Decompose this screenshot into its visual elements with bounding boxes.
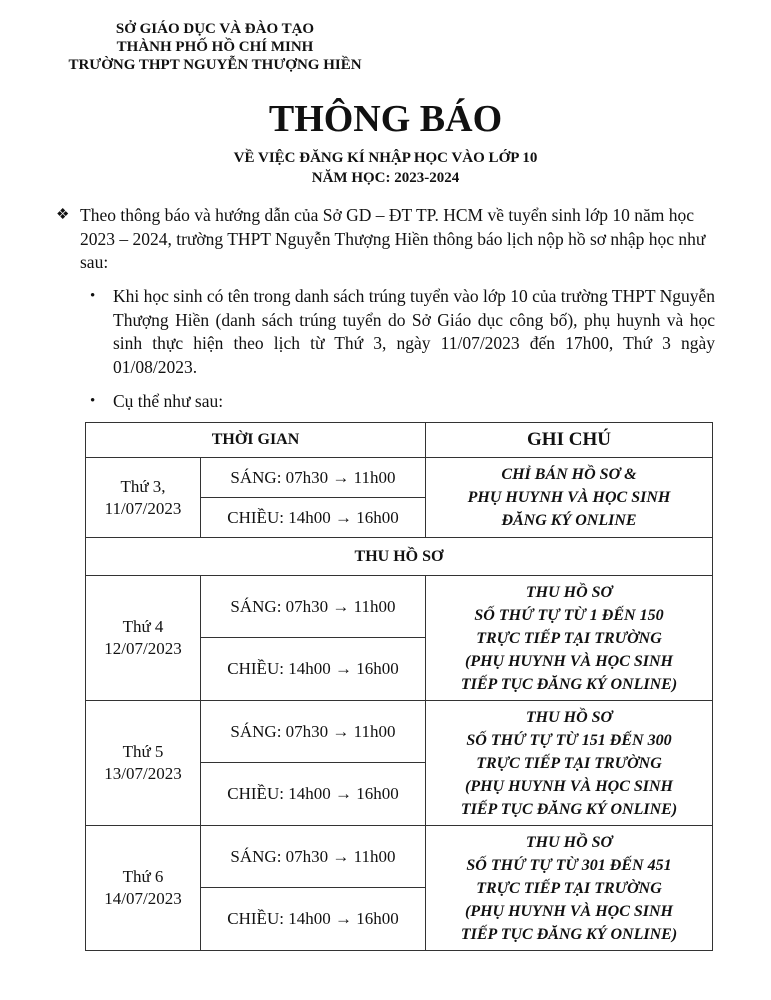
- morning-slot: SÁNG: 07h30 → 11h00: [201, 826, 426, 888]
- note-line: TIẾP TỤC ĐĂNG KÝ ONLINE): [460, 925, 678, 943]
- day-cell: [86, 826, 201, 951]
- day-date: 13/07/2023: [104, 764, 182, 783]
- org-line-department: SỞ GIÁO DỤC VÀ ĐÀO TẠO: [115, 21, 315, 37]
- note-line: PHỤ HUYNH VÀ HỌC SINH: [467, 489, 671, 506]
- note-line: THU HỒ SƠ: [525, 833, 613, 851]
- intro-paragraph: [56, 204, 720, 275]
- note-cell: [426, 826, 713, 951]
- org-line-school: TRƯỜNG THPT NGUYỄN THƯỢNG HIỀN: [68, 57, 362, 73]
- note-line: (PHỤ HUYNH VÀ HỌC SINH: [464, 652, 673, 670]
- section-row: [86, 538, 713, 576]
- note-line: SỐ THỨ TỰ TỪ 1 ĐẾN 150: [474, 606, 664, 624]
- note-line: ĐĂNG KÝ ONLINE: [501, 512, 637, 529]
- column-header-time: THỜI GIAN: [86, 423, 426, 458]
- afternoon-slot: CHIỀU: 14h00 → 16h00: [201, 638, 426, 701]
- day-name: Thứ 5: [122, 742, 164, 761]
- table-row: [86, 576, 713, 638]
- day-name: Thứ 4: [122, 617, 164, 636]
- note-line: TIẾP TỤC ĐĂNG KÝ ONLINE): [460, 675, 678, 693]
- note-line: TIẾP TỤC ĐĂNG KÝ ONLINE): [460, 800, 678, 818]
- note-line: THU HỒ SƠ: [525, 583, 613, 601]
- note-line: SỐ THỨ TỰ TỪ 151 ĐẾN 300: [466, 731, 672, 749]
- note-cell: [426, 701, 713, 826]
- day-cell: [86, 701, 201, 826]
- day-date: 14/07/2023: [104, 889, 182, 908]
- point-eligibility-text: Khi học sinh có tên trong danh sách trúng tuyển vào lớp 10 của trường THPT Nguyễn Thượng Hiền (danh sách trúng tuyển do Sở Giáo dục công bố), phụ huynh và học sinh thực hiện theo lịch từ Thứ 3, ngày 11/07/2023 đến 17h00, Thứ 3 ngày 01/08/2023.: [113, 286, 715, 377]
- note-line: THU HỒ SƠ: [525, 708, 613, 726]
- afternoon-slot: CHIỀU: 14h00 → 16h00: [201, 763, 426, 826]
- table-header-row: [86, 423, 713, 458]
- intro-text: Theo thông báo và hướng dẫn của Sở GD – ĐT TP. HCM về tuyển sinh lớp 10 năm học 2023 – 2024, trường THPT Nguyễn Thượng Hiền thông báo lịch nộp hồ sơ nhập học như sau:: [80, 205, 706, 272]
- note-line: CHỈ BÁN HỒ SƠ &: [501, 466, 637, 483]
- day-name: Thứ 3,: [120, 476, 166, 496]
- point-details-text: Cụ thể như sau:: [113, 391, 224, 411]
- dot-bullet-icon: •: [90, 393, 96, 409]
- note-line: (PHỤ HUYNH VÀ HỌC SINH: [464, 902, 673, 920]
- column-header-note: GHI CHÚ: [426, 423, 713, 458]
- note-line: (PHỤ HUYNH VÀ HỌC SINH: [464, 777, 673, 795]
- day-date: 11/07/2023: [104, 498, 182, 518]
- table-row: [86, 701, 713, 763]
- morning-slot: SÁNG: 07h30 → 11h00: [201, 458, 426, 498]
- dot-bullet-icon: •: [90, 288, 96, 304]
- day-date: 12/07/2023: [104, 639, 182, 658]
- diamond-bullet-icon: ❖: [56, 207, 70, 223]
- note-line: TRỰC TIẾP TẠI TRƯỜNG: [476, 879, 662, 897]
- table-row: [86, 458, 713, 498]
- schedule-table: [85, 422, 713, 951]
- afternoon-slot: CHIỀU: 14h00 → 16h00: [201, 498, 426, 538]
- morning-slot: SÁNG: 07h30 → 11h00: [201, 701, 426, 763]
- afternoon-slot: CHIỀU: 14h00 → 16h00: [201, 888, 426, 951]
- document-subtitle: VỀ VIỆC ĐĂNG KÍ NHẬP HỌC VÀO LỚP 10: [233, 150, 538, 166]
- table-row: [86, 826, 713, 888]
- day-cell: [86, 458, 201, 538]
- point-details: [90, 390, 513, 414]
- org-line-city: THÀNH PHỐ HỒ CHÍ MINH: [116, 39, 314, 55]
- section-label: THU HỒ SƠ: [86, 538, 713, 576]
- day-name: Thứ 6: [122, 867, 164, 886]
- issuing-organization: [30, 20, 400, 74]
- note-line: TRỰC TIẾP TẠI TRƯỜNG: [476, 754, 662, 772]
- day-cell: [86, 576, 201, 701]
- note-line: SỐ THỨ TỰ TỪ 301 ĐẾN 451: [466, 856, 672, 874]
- school-year: NĂM HỌC: 2023-2024: [311, 170, 460, 186]
- document-title: THÔNG BÁO: [268, 98, 503, 140]
- note-cell: [426, 576, 713, 701]
- note-line: TRỰC TIẾP TẠI TRƯỜNG: [476, 629, 662, 647]
- point-eligibility: [90, 285, 715, 379]
- note-cell: [426, 458, 713, 538]
- morning-slot: SÁNG: 07h30 → 11h00: [201, 576, 426, 638]
